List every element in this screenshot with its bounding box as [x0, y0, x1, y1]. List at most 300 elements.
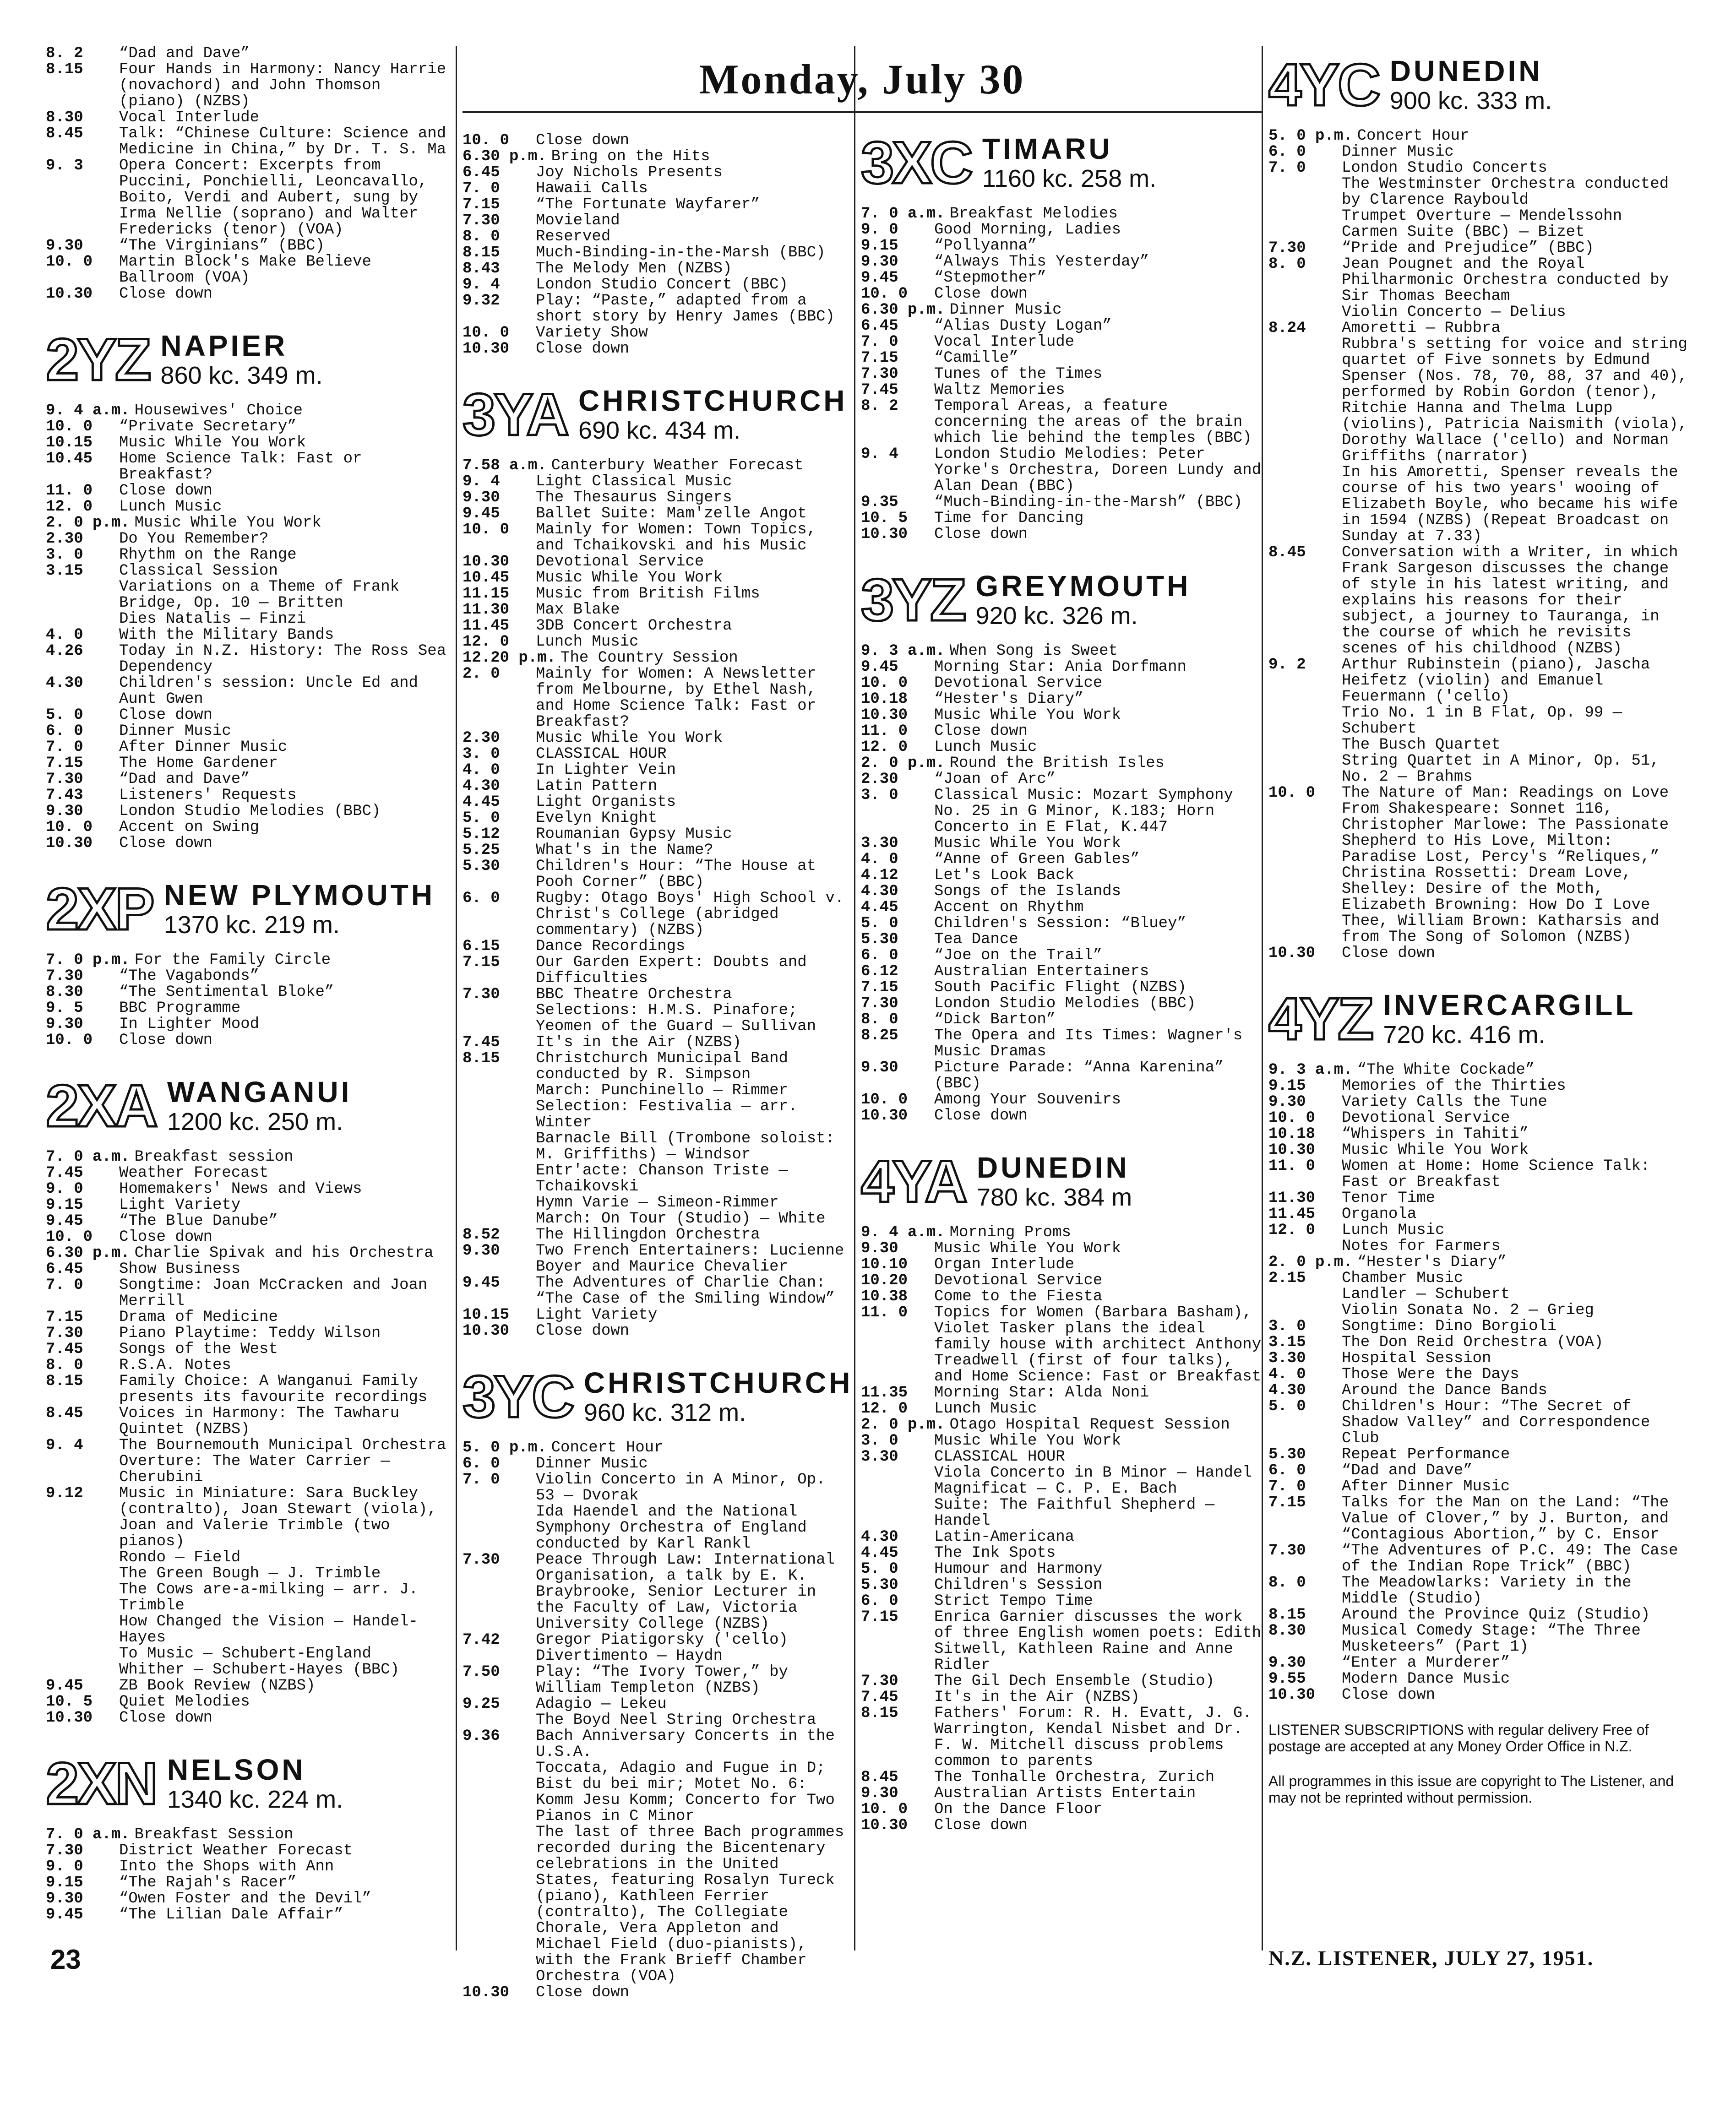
programme-title: Breakfast session	[134, 1148, 294, 1166]
programme-title: The Thesaurus Singers	[536, 489, 732, 506]
programme-title: “Always This Yesterday”	[934, 253, 1149, 271]
programme-time	[861, 1465, 930, 1481]
programme-title: Round the British Isles	[949, 755, 1165, 772]
programme-title: District Weather Forecast	[119, 1842, 353, 1859]
programme-time: 8.52	[463, 1226, 500, 1244]
station-info	[1390, 55, 1552, 114]
programme-title: Music While You Work	[536, 729, 723, 747]
programme-entry	[861, 675, 1264, 691]
programme-time: 11.45	[1268, 1206, 1316, 1223]
programme-entry	[1268, 208, 1690, 224]
programme-entry	[861, 334, 1264, 350]
programme-title: It's in the Air (NZBS)	[934, 1689, 1140, 1706]
programme-entry	[463, 1504, 849, 1552]
programme-title: Dinner Music	[1342, 143, 1454, 161]
programme-title: Close down	[536, 340, 630, 358]
programme-entry	[861, 1289, 1264, 1305]
programme-title: “Dad and Dave”	[1342, 1462, 1473, 1479]
programme-title: Tea Dance	[934, 931, 1018, 948]
programme-time: 11. 0	[861, 1304, 908, 1321]
programme-entry	[861, 723, 1264, 739]
programme-time	[46, 1566, 114, 1582]
station-header	[46, 1750, 453, 1817]
programme-title: Close down	[119, 1709, 213, 1727]
programme-entry	[1268, 1239, 1690, 1255]
programme-title: Hawaii Calls	[536, 180, 648, 197]
programme-time: 12. 0	[1268, 1222, 1316, 1239]
programme-entry	[46, 1710, 453, 1726]
programme-entry	[1268, 1158, 1690, 1190]
programme-time	[463, 1648, 531, 1664]
programme-entry	[463, 245, 849, 261]
programme-entry	[1268, 1383, 1690, 1399]
programme-entry	[463, 1035, 849, 1051]
programme-entry	[861, 494, 1264, 511]
programme-entry	[46, 1843, 453, 1859]
programme-time: 10. 0	[46, 819, 93, 836]
programme-time: 3.15	[46, 562, 83, 580]
programme-title: Time for Dancing	[934, 510, 1084, 527]
programme-time	[1268, 208, 1337, 224]
station-header	[861, 129, 1264, 196]
programme-time	[463, 1083, 531, 1099]
programme-title: Movieland	[536, 212, 620, 229]
programme-title: “Alias Dusty Logan”	[934, 317, 1112, 335]
programme-title: Home Science Talk: Fast or Breakfast?	[119, 450, 371, 484]
programme-title: From Shakespeare: Sonnet 116, Christopher Marlowe: The Passionate Shepherd to His Love, Milton: Paradise Lost, Percy's “Reliques,” Christina Rossetti: Dream Love, Shelley: Desire of the Moth, Elizabeth Browning: How Do I Love Thee, William Brown: Katharsis and from The Song of Solomon (NZBS)	[1342, 800, 1678, 946]
programme-entry	[463, 618, 849, 634]
programme-time: 9. 3	[46, 157, 83, 174]
programme-entry	[1268, 1607, 1690, 1623]
programme-time	[1268, 753, 1337, 785]
programme-time: 3. 0	[46, 546, 83, 564]
programme-time: 2. 0 p.m.	[46, 514, 130, 532]
programme-title: “Camille”	[934, 349, 1018, 367]
programme-entry	[1268, 1142, 1690, 1158]
column-1	[46, 45, 456, 1923]
programme-title: Classical Music: Mozart Symphony No. 25 in G Minor, K.183; Horn Concerto in E Flat, K.447	[934, 787, 1243, 836]
programme-time: 9.12	[46, 1485, 83, 1502]
programme-title: Piano Playtime: Teddy Wilson	[119, 1325, 381, 1342]
station-frequency: 960 kc. 312 m.	[583, 1399, 746, 1426]
programme-time: 11.35	[861, 1384, 908, 1402]
programme-title: Close down	[934, 526, 1028, 543]
station-frequency: 720 kc. 416 m.	[1383, 1021, 1546, 1049]
station-header	[46, 326, 453, 393]
programme-time: 5.30	[463, 858, 500, 875]
programme-time: 4. 0	[1268, 1366, 1306, 1383]
station-3ya	[463, 381, 854, 1340]
programme-title: Latin-Americana	[934, 1528, 1075, 1546]
programme-title: Children's Session	[934, 1576, 1103, 1594]
programme-title: The Opera and Its Times: Wagner's Music Dramas	[934, 1027, 1252, 1060]
programme-entry	[463, 1664, 849, 1696]
station-info	[160, 330, 322, 389]
programme-title: To Music — Schubert-England	[119, 1645, 371, 1663]
programme-title: Australian Entertainers	[934, 963, 1149, 980]
programme-title: In Lighter Mood	[119, 1016, 260, 1033]
programme-entry	[861, 916, 1264, 932]
programme-time: 7.15	[861, 349, 898, 367]
programme-time: 4.45	[463, 793, 500, 811]
programme-time: 7.43	[46, 787, 83, 804]
programme-entry	[46, 788, 453, 804]
programme-title: In his Amoretti, Spenser reveals the course of his two years' wooing of Elizabeth Boyle, who became his wife in 1594 (NZBS) (Repeat Broadcast on Sunday at 7.33)	[1342, 464, 1687, 545]
station-frequency: 1200 kc. 250 m.	[167, 1108, 343, 1136]
programme-title: Dinner Music	[536, 1455, 648, 1472]
programme-entry	[463, 277, 849, 293]
programme-time: 8.15	[861, 1705, 898, 1722]
programme-entry	[1268, 321, 1690, 337]
station-callsign: 3YA	[463, 381, 567, 448]
programme-time: 8.45	[861, 1769, 898, 1786]
programme-entry	[463, 522, 849, 554]
programme-entry	[463, 1712, 849, 1728]
station-2xp	[46, 875, 453, 1049]
programme-entry	[463, 1440, 849, 1456]
programme-entry	[46, 547, 453, 563]
programme-time: 8.15	[46, 1373, 83, 1390]
programme-title: Lunch Music	[1342, 1222, 1445, 1239]
programme-title: Songtime: Dino Borgioli	[1342, 1318, 1557, 1335]
programme-time: 7.30	[463, 986, 500, 1003]
programme-title: Rhythm on the Range	[119, 546, 297, 564]
programme-title: Entr'acte: Chanson Triste — Tchaikovski	[536, 1162, 798, 1195]
programme-entry	[1268, 1094, 1690, 1110]
programme-entry	[1268, 1222, 1690, 1239]
programme-entry	[861, 1465, 1264, 1481]
station-header	[463, 381, 849, 448]
programme-entry	[1268, 128, 1690, 144]
programme-time: 9.15	[861, 237, 898, 255]
programme-entry	[861, 1028, 1264, 1060]
programme-entry	[46, 820, 453, 836]
programme-title: Whither — Schubert-Hayes (BBC)	[119, 1661, 400, 1679]
programme-title: Accent on Rhythm	[934, 899, 1084, 916]
programme-time: 10. 0	[46, 253, 93, 271]
programme-entry	[46, 563, 453, 579]
programme-title: Devotional Service	[934, 1272, 1103, 1289]
programme-entry	[861, 868, 1264, 884]
programme-time: 9.30	[861, 1240, 898, 1257]
programme-time: 4.26	[46, 642, 83, 660]
programme-entry	[46, 1229, 453, 1245]
programme-title: Devotional Service	[934, 674, 1103, 692]
programme-title: “The Sentimental Bloke”	[119, 983, 334, 1001]
programme-time: 7.30	[463, 212, 500, 229]
programme-title: Organ Interlude	[934, 1256, 1075, 1273]
programme-title: Close down	[119, 706, 213, 724]
programme-entry	[46, 611, 453, 627]
programme-title: Devotional Service	[1342, 1109, 1510, 1127]
programme-title: Lunch Music	[536, 633, 639, 651]
programme-title: London Studio Melodies (BBC)	[934, 995, 1196, 1012]
programme-time: 7.30	[46, 967, 83, 985]
programme-time: 10.20	[861, 1272, 908, 1289]
station-2xa	[46, 1072, 453, 1727]
programme-title: Selection: Festivalia — arr. Winter	[536, 1098, 807, 1131]
programme-entry	[46, 531, 453, 547]
programme-entry	[46, 158, 453, 238]
programme-time: 9.30	[861, 253, 898, 271]
programme-time: 9.45	[861, 658, 898, 676]
programme-time: 7.45	[46, 1341, 83, 1358]
programme-time: 8. 2	[861, 397, 898, 415]
programme-title: The Cows are-a-milking — arr. J. Trimble	[119, 1581, 428, 1614]
programme-title: Breakfast Melodies	[949, 205, 1118, 223]
station-city: TIMARU	[982, 132, 1113, 165]
programme-title: The Gil Dech Ensemble (Studio)	[934, 1673, 1215, 1690]
programme-time: 9.30	[46, 803, 83, 820]
programme-entry	[46, 1358, 453, 1374]
programme-title: Children's Session: “Bluey”	[934, 915, 1186, 932]
programme-title: Much-Binding-in-the-Marsh (BBC)	[536, 244, 826, 261]
programme-entry	[861, 1818, 1264, 1834]
programme-time: 5.12	[463, 826, 500, 843]
programme-title: South Pacific Flight (NZBS)	[934, 979, 1186, 996]
station-header	[46, 875, 453, 942]
programme-time: 7.15	[463, 954, 500, 971]
programme-title: Talk: “Chinese Culture: Science and Medicine in China,” by Dr. T. S. Ma	[119, 125, 456, 158]
programme-time: 7. 0	[46, 1277, 83, 1294]
programme-time: 6.30 p.m.	[46, 1244, 130, 1262]
programme-entry	[861, 836, 1264, 852]
programme-entry	[46, 1374, 453, 1406]
programme-time: 6.15	[463, 938, 500, 955]
programme-title: Latin Pattern	[536, 777, 658, 795]
programme-title: When Song is Sweet	[949, 642, 1118, 660]
programme-time: 8.15	[46, 61, 83, 78]
programme-title: Ballet Suite: Mam'zelle Angot	[536, 505, 807, 522]
programme-entry	[463, 602, 849, 618]
programme-entry	[463, 458, 849, 474]
programme-title: Voices in Harmony: The Tawharu Quintet (NZBS)	[119, 1405, 409, 1438]
programme-time: 6. 0	[861, 1592, 898, 1610]
programme-time: 8.15	[463, 1050, 500, 1067]
programme-time: 3.30	[861, 835, 898, 852]
programme-title: Quiet Melodies	[119, 1693, 250, 1711]
programme-title: Overture: The Water Carrier — Cherubini	[119, 1453, 400, 1486]
programme-entry	[463, 955, 849, 987]
programme-time: 7. 0 p.m.	[46, 951, 130, 969]
programme-title: For the Family Circle	[134, 951, 331, 969]
programme-entry	[463, 261, 849, 277]
programme-title: Mainly for Women: A Newsletter from Melbourne, by Ethel Nash, and Home Science Talk: Fast or Breakfast?	[536, 665, 826, 731]
programme-title: The Meadowlarks: Variety in the Middle (Studio)	[1342, 1574, 1641, 1608]
programme-title: The Home Gardener	[119, 755, 278, 772]
programme-title: Morning Star: Ania Dorfmann	[934, 658, 1186, 676]
programme-time: 10.30	[46, 835, 93, 852]
programme-entry	[46, 1646, 453, 1662]
programme-title: BBC Programme	[119, 1000, 241, 1017]
station-callsign: 4YA	[861, 1148, 966, 1215]
programme-entry	[861, 1706, 1264, 1770]
programme-title: The Bournemouth Municipal Orchestra	[119, 1437, 446, 1454]
programme-entry	[861, 302, 1264, 318]
programme-title: Canterbury Weather Forecast	[551, 457, 804, 474]
programme-entry	[1268, 224, 1690, 240]
programme-entry	[463, 1195, 849, 1211]
programme-title: Charlie Spivak and his Orchestra	[134, 1244, 434, 1262]
programme-title: Bring on the Hits	[551, 148, 710, 165]
programme-entry	[861, 659, 1264, 675]
programme-entry	[46, 1406, 453, 1438]
programme-time	[1268, 304, 1337, 321]
programme-time: 9.30	[463, 1242, 500, 1260]
programme-time: 8.15	[1268, 1606, 1306, 1624]
programme-entry	[861, 350, 1264, 366]
programme-entry	[463, 858, 849, 891]
programme-time: 7. 0	[1268, 159, 1306, 177]
programme-entry	[861, 1608, 1271, 1674]
programme-title: Light Variety	[536, 1306, 658, 1324]
programme-entry	[861, 1770, 1264, 1786]
programme-time: 10. 0	[861, 285, 908, 303]
programme-time: 6. 0	[861, 947, 898, 964]
programme-title: “The Rajah's Racer”	[119, 1874, 297, 1891]
programme-entry	[46, 1827, 453, 1843]
programme-time	[1268, 801, 1337, 945]
programme-title: Vocal Interlude	[934, 333, 1075, 351]
programme-title: Close down	[934, 285, 1028, 303]
programme-entry	[463, 762, 849, 778]
programme-entry	[46, 1032, 453, 1049]
programme-time: 9.45	[463, 505, 500, 522]
programme-entry	[861, 1241, 1264, 1257]
programme-time: 10.10	[861, 1256, 908, 1273]
programme-title: “Hester's Diary”	[934, 690, 1084, 708]
programme-title: London Studio Concerts	[1342, 159, 1547, 177]
programme-title: Songs of the Islands	[934, 883, 1121, 900]
programme-entry	[861, 511, 1264, 527]
programme-title: “The Blue Danube”	[119, 1212, 278, 1230]
programme-entry	[463, 1696, 849, 1712]
programme-time: 11. 0	[46, 482, 93, 500]
programme-time: 10. 0	[463, 132, 510, 149]
programme-title: “Dad and Dave”	[119, 771, 250, 788]
programme-title: Close down	[536, 132, 630, 149]
programme-time: 10.30	[46, 285, 93, 303]
programme-entry	[46, 627, 453, 643]
programme-entry	[463, 1275, 849, 1307]
programme-title: Hospital Session	[1342, 1350, 1491, 1367]
programme-time	[46, 1550, 114, 1566]
programme-entry	[46, 499, 453, 515]
programme-title: 3DB Concert Orchestra	[536, 617, 732, 635]
programme-title: Morning Proms	[949, 1224, 1071, 1241]
programme-title: Martin Block's Make Believe Ballroom (VOA)	[119, 253, 381, 287]
programme-time: 8. 0	[1268, 1574, 1306, 1592]
programme-time: 7. 0 a.m.	[861, 205, 945, 223]
programme-entry	[861, 206, 1264, 222]
programme-title: “The Lilian Dale Affair”	[119, 1906, 343, 1923]
programme-time: 9.30	[46, 1890, 83, 1907]
programme-title: Opera Concert: Excerpts from Puccini, Ponchielli, Leoncavallo, Boito, Verdi and Aubert, sung by Irma Nellie (soprano) and Walter Fredericks (tenor) (VOA)	[119, 157, 437, 239]
programme-title: “Enter a Murderer”	[1342, 1654, 1510, 1672]
programme-entry	[861, 527, 1264, 543]
publication-footer: N.Z. LISTENER, JULY 27, 1951.	[1268, 1946, 1594, 1970]
programme-time: 7. 0 a.m.	[46, 1148, 130, 1166]
programme-time	[46, 1646, 114, 1662]
programme-title: London Studio Melodies: Peter Yorke's Orchestra, Doreen Lundy and Alan Dean (BBC)	[934, 446, 1271, 495]
programme-entry	[1268, 1671, 1690, 1687]
programme-time	[1268, 176, 1337, 208]
programme-title: In Lighter Vein	[536, 761, 676, 779]
programme-time	[463, 1131, 531, 1163]
programme-entry	[1268, 144, 1690, 160]
programme-entry	[1268, 1255, 1690, 1271]
programme-title: Peace Through Law: International Organisation, a talk by E. K. Braybrooke, Senior Lecturer in the Faculty of Law, Victoria University College (NZBS)	[536, 1551, 844, 1633]
station-3yc	[463, 1363, 854, 2001]
programme-title: Toccata, Adagio and Fugue in D; Bist du bei mir; Motet No. 6: Komm Jesu Komm; Concerto for Two Pianos in C Minor	[536, 1760, 844, 1825]
programme-entry	[46, 1875, 453, 1891]
programme-title: Come to the Fiesta	[934, 1288, 1103, 1305]
programme-time: 7.30	[1268, 239, 1306, 257]
programme-entry	[861, 1433, 1264, 1449]
programme-title: London Studio Melodies (BBC)	[119, 803, 381, 820]
programme-title: “The White Cockade”	[1357, 1061, 1535, 1079]
programme-title: The Melody Men (NZBS)	[536, 260, 732, 277]
programme-title: Modern Dance Music	[1342, 1670, 1510, 1688]
programme-entry	[1268, 1655, 1690, 1671]
programme-entry	[1268, 737, 1690, 753]
programme-title: Close down	[1342, 945, 1436, 962]
programme-title: After Dinner Music	[119, 739, 288, 756]
programme-time: 10.18	[861, 690, 908, 708]
programme-time: 2.15	[1268, 1270, 1306, 1287]
programme-title: Dinner Music	[119, 723, 231, 740]
programme-time: 9.35	[861, 494, 898, 511]
programme-title: Tenor Time	[1342, 1190, 1436, 1207]
programme-title: “The Adventures of P.C. 49: The Case of the Indian Rope Trick” (BBC)	[1342, 1542, 1687, 1576]
programme-title: Fathers' Forum: R. H. Evatt, J. G. Warrington, Kendal Nisbet and Dr. F. W. Mitchell discuss problems common to parents	[934, 1705, 1262, 1770]
programme-entry	[861, 1257, 1264, 1273]
programme-title: Music While You Work	[934, 1432, 1121, 1450]
programme-title: Organola	[1342, 1206, 1417, 1223]
programme-entry	[861, 238, 1264, 254]
programme-title: “Pollyanna”	[934, 237, 1037, 255]
programme-entry	[46, 483, 453, 499]
programme-entry	[861, 318, 1264, 334]
station-info	[167, 1754, 343, 1813]
programme-entry	[46, 707, 453, 723]
programme-time: 7.45	[463, 1034, 500, 1051]
station-frequency: 900 kc. 333 m.	[1389, 87, 1552, 114]
programme-entry	[46, 1261, 453, 1277]
station-city: CHRISTCHURCH	[583, 1366, 853, 1399]
programme-entry	[463, 570, 849, 586]
programme-entry	[1268, 1078, 1690, 1094]
programme-entry	[463, 730, 849, 746]
programme-time	[463, 1211, 531, 1227]
programme-entry	[46, 238, 453, 254]
programme-title: “The Fortunate Wayfarer”	[536, 196, 760, 213]
programme-entry	[463, 1211, 849, 1227]
programme-time: 4.45	[861, 899, 898, 916]
programme-time: 10.45	[463, 569, 510, 587]
programme-entry	[463, 490, 849, 506]
programme-entry	[861, 270, 1264, 286]
station-3xc	[861, 129, 1271, 543]
programme-time: 10. 0	[1268, 1109, 1316, 1127]
programme-entry	[46, 804, 453, 820]
programme-entry	[46, 1181, 453, 1197]
programme-time: 8. 0	[46, 1357, 83, 1374]
programme-title: “Anne of Green Gables”	[934, 851, 1140, 868]
programme-entry	[46, 1149, 453, 1165]
programme-entry	[1268, 945, 1690, 962]
programme-entry	[1268, 1367, 1690, 1383]
